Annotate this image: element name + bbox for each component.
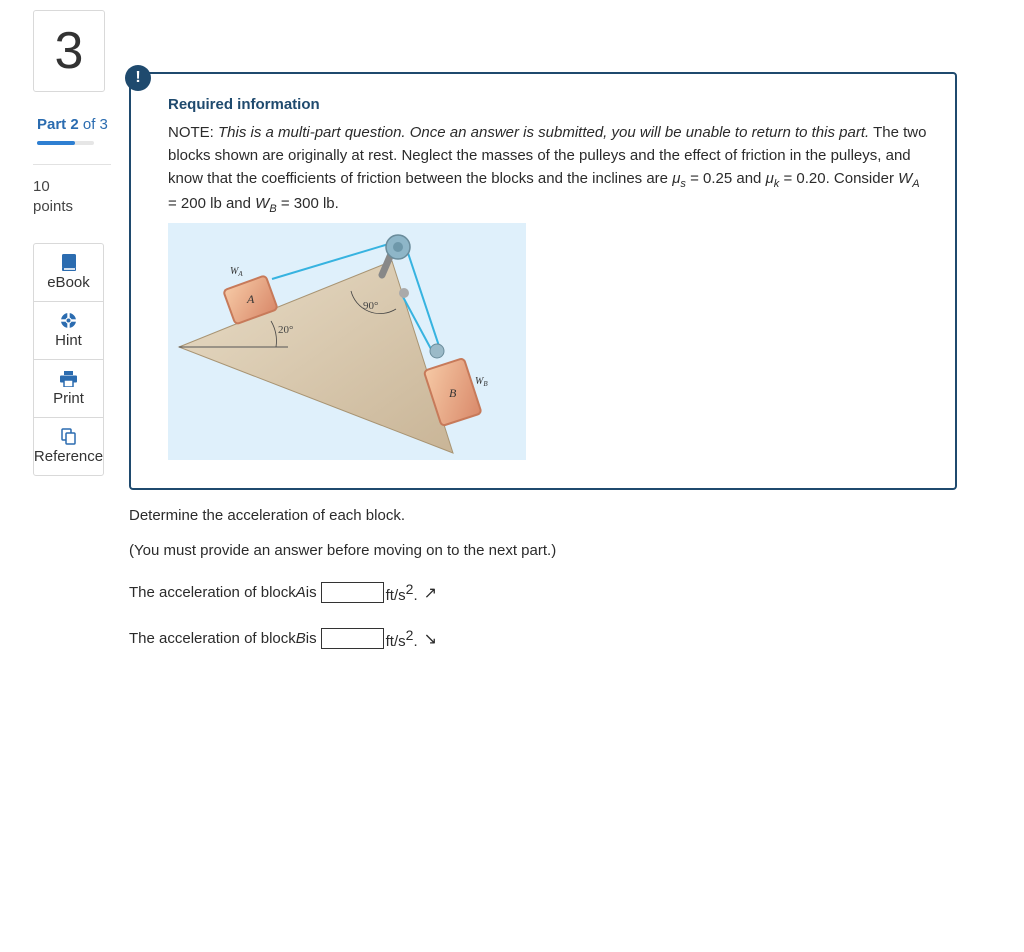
book-icon [61, 254, 77, 271]
points-label: points [33, 198, 74, 215]
answer-a-block: A [295, 584, 306, 601]
ebook-button[interactable] [33, 243, 104, 302]
hint-button[interactable] [33, 301, 104, 360]
acceleration-b-input[interactable] [321, 628, 384, 649]
answer-a-unit-base: ft/s [385, 587, 406, 604]
alert-icon: ! [125, 65, 151, 91]
points-value: 10 [33, 178, 50, 195]
answer-a-period: . [413, 587, 418, 604]
weight-a-symbol: W [230, 266, 239, 277]
printer-icon [60, 371, 77, 387]
mu-s-symbol: μ [672, 170, 681, 187]
answer-b-block: B [295, 630, 306, 647]
required-info-title: Required information [168, 96, 320, 113]
reference-label: Reference [33, 448, 104, 465]
answer-b-unit-exp: 2 [405, 627, 414, 643]
reference-button[interactable] [33, 417, 104, 476]
answer-b-unit-base: ft/s [385, 633, 406, 650]
part-progress-fill [37, 141, 75, 145]
answer-b-prefix: The acceleration of block [129, 630, 296, 647]
block-a-label: A [247, 292, 255, 306]
print-button[interactable] [33, 359, 104, 418]
answer-row-b [129, 627, 437, 650]
top-pulley-hub [393, 242, 403, 252]
mu-s-value: = 0.25 and [685, 170, 766, 187]
copy-icon [61, 428, 77, 445]
instruction-text: (You must provide an answer before moving on to the next part.) [129, 542, 557, 559]
mu-k-subscript: k [773, 178, 780, 190]
part-total: of 3 [82, 116, 108, 133]
ebook-label: eBook [47, 274, 90, 291]
wa-subscript: A [912, 178, 920, 190]
question-number: 3 [33, 10, 105, 92]
divider [33, 164, 111, 165]
print-label: Print [53, 389, 84, 407]
problem-statement [168, 121, 928, 217]
answer-a-unit [386, 581, 418, 604]
weight-b-subscript: B [483, 380, 488, 388]
points [33, 177, 73, 217]
note-prefix: NOTE: [168, 124, 219, 141]
block-b-pulley [430, 344, 444, 358]
weight-b-symbol: W [475, 376, 484, 387]
part-indicator [37, 116, 108, 133]
wb-symbol: W [255, 195, 270, 212]
answer-a-mid: is [305, 584, 317, 601]
weight-a-subscript: A [238, 270, 243, 278]
angle-20-label: 20° [278, 324, 294, 336]
wb-value: = 300 lb. [276, 195, 339, 212]
answer-a-prefix: The acceleration of block [129, 584, 296, 601]
fixed-pulley [399, 288, 409, 298]
mu-k-value: = 0.20. Consider [779, 170, 899, 187]
note-italic: This is a multi-part question. Once an answer is submitted, you will be unable to return to this part. [218, 124, 870, 141]
direction-up-right-icon: ↗ [423, 584, 438, 602]
answer-b-unit [386, 627, 418, 650]
question-text: Determine the acceleration of each block. [129, 507, 405, 524]
answer-a-unit-exp: 2 [405, 581, 414, 597]
wb-subscript: B [269, 203, 277, 215]
wa-value: = 200 lb and [168, 195, 256, 212]
wa-symbol: W [898, 170, 913, 187]
answer-b-period: . [413, 633, 418, 650]
part-label: Part 2 [37, 116, 79, 133]
answer-b-mid: is [305, 630, 317, 647]
blocks-on-incline-figure [168, 223, 526, 460]
mu-k-symbol: μ [765, 170, 774, 187]
hint-label: Hint [55, 332, 82, 349]
mu-s-subscript: s [680, 178, 686, 190]
acceleration-a-input[interactable] [321, 582, 384, 603]
part-progress-bar [37, 141, 94, 145]
angle-90-label: 90° [363, 300, 379, 312]
lifebuoy-icon [60, 312, 77, 329]
note-body: The two blocks shown are originally at rest. Neglect the masses of the pulleys and the effect of friction in the pulleys, and know that the coefficients of friction between the blocks and the inclines are [168, 124, 927, 187]
block-b-label: B [449, 386, 457, 400]
direction-down-right-icon: ↘ [423, 630, 438, 648]
answer-row-a [129, 581, 437, 604]
tools-panel [33, 243, 104, 476]
